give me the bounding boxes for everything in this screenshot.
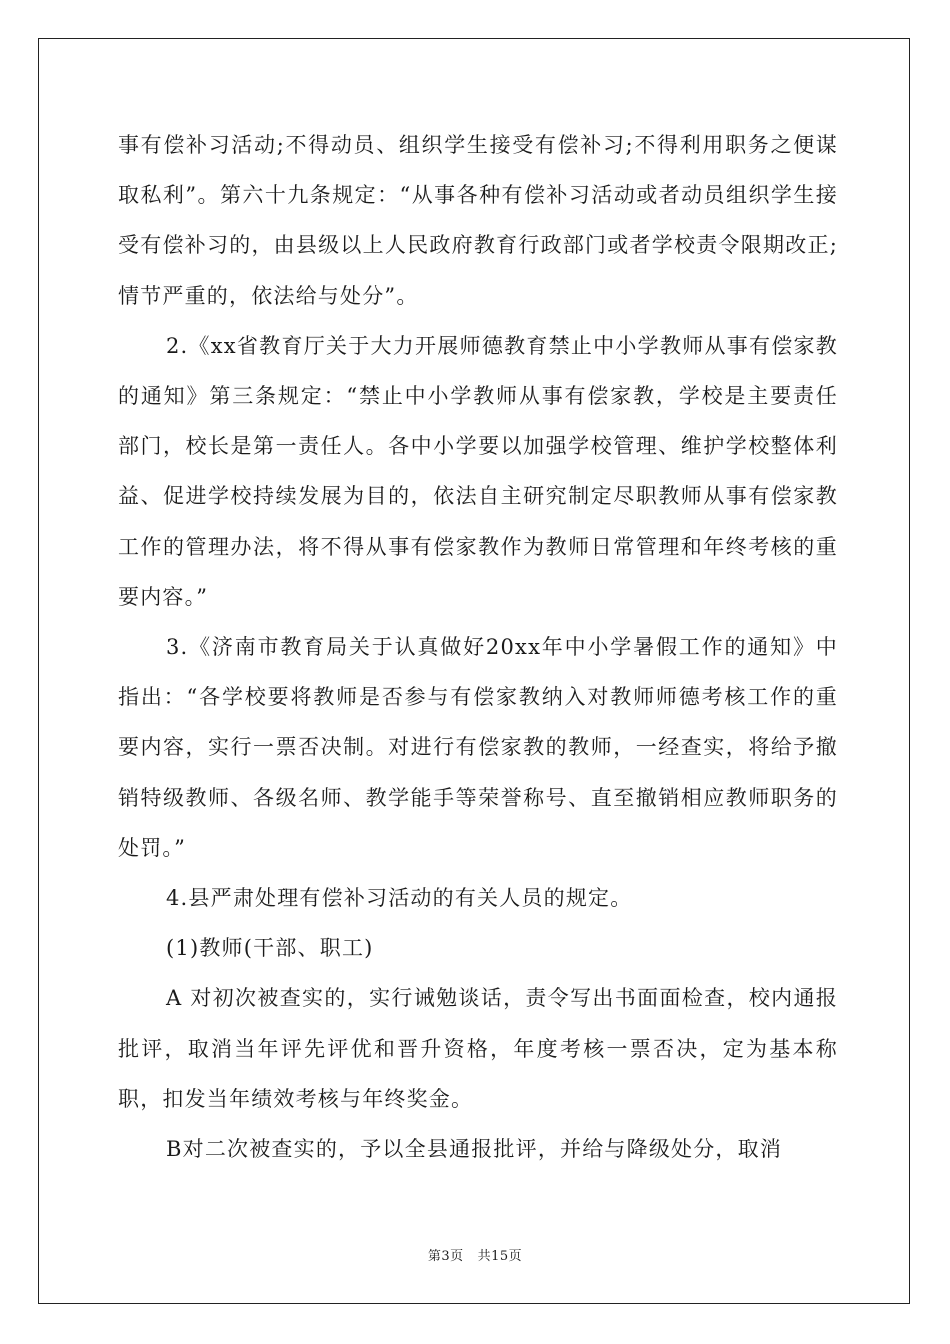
- paragraph-6: A 对初次被查实的，实行诫勉谈话，责令写出书面面检查，校内通报批评，取消当年评先评优和晋升资格，年度考核一票否决，定为基本称职，扣发当年绩效考核与年终奖金。: [118, 986, 838, 1111]
- page-total: 共15页: [477, 1249, 523, 1264]
- paragraph-1: 事有偿补习活动;不得动员、组织学生接受有偿补习;不得利用职务之便谋取私利”。第六十九条规定：“从事各种有偿补习活动或者动员组织学生接受有偿补习的，由县级以上人民政府教育行政部门或者学校责令限期改正;情节严重的，依法给与处分”。: [118, 133, 838, 308]
- paragraph-5: (1)教师(干部、职工): [166, 936, 374, 961]
- paragraph-3: 3.《济南市教育局关于认真做好20xx年中小学暑假工作的通知》中指出：“各学校要将教师是否参与有偿家教纳入对教师师德考核工作的重要内容，实行一票否决制。对进行有偿家教的教师，一经查实，将给予撤销特级教师、各级名师、教学能手等荣誉称号、直至撤销相应教师职务的处罚。”: [118, 635, 838, 860]
- page-footer: [0, 1245, 950, 1264]
- paragraph-4: 4.县严肃处理有偿补习活动的有关人员的规定。: [166, 886, 633, 911]
- page-number: 第3页: [427, 1249, 464, 1264]
- paragraph-2: 2.《xx省教育厅关于大力开展师德教育禁止中小学教师从事有偿家教的通知》第三条规定：“禁止中小学教师从事有偿家教，学校是主要责任部门，校长是第一责任人。各中小学要以加强学校管理、维护学校整体利益、促进学校持续发展为目的，依法自主研究制定尽职教师从事有偿家教工作的管理办法，将不得从事有偿家教作为教师日常管理和年终考核的重要内容。”: [118, 333, 838, 609]
- paragraph-7: B对二次被查实的，予以全县通报批评，并给与降级处分，取消: [166, 1137, 783, 1162]
- document-body: [118, 120, 838, 1174]
